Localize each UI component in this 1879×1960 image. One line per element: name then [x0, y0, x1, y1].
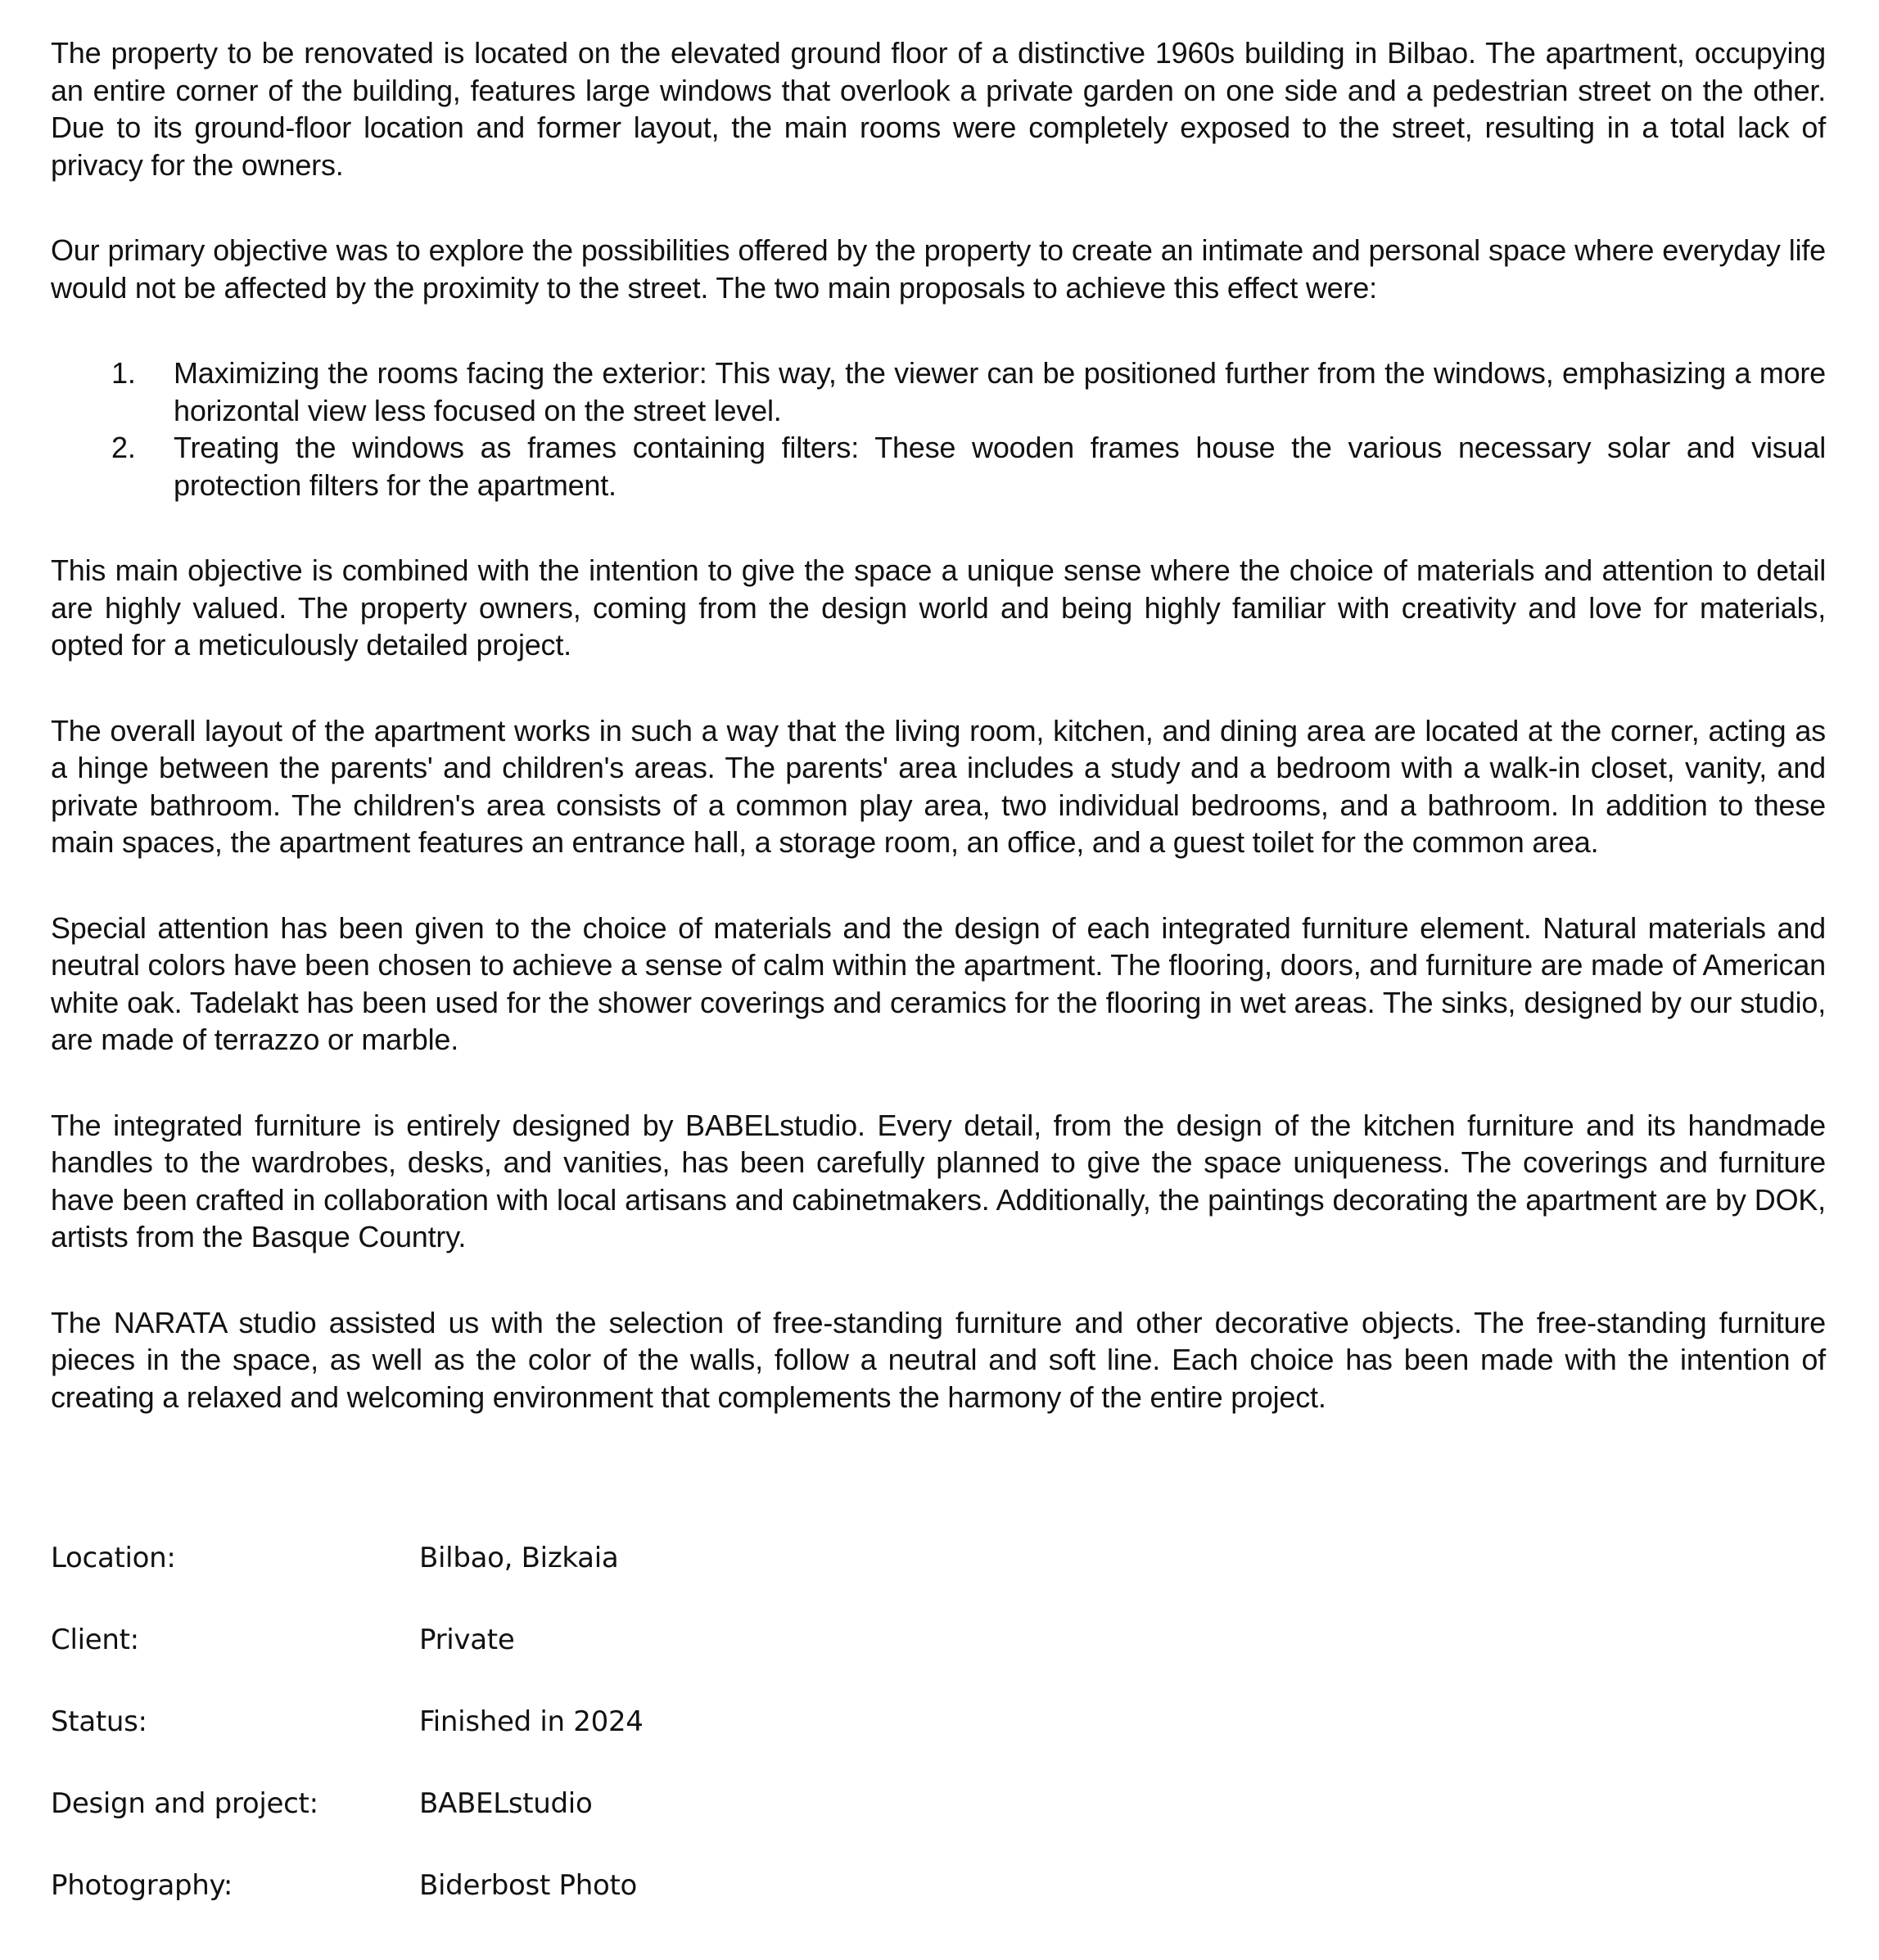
paragraph-layout: The overall layout of the apartment works in such a way that the living room, kitchen, and dining area are located at the corner, acting as a hinge between the parents' and children's areas. The parents' area includes a study and a bedroom with a walk-in closet, vanity, and private bathroom. The children's area consists of a common play area, two individual bedrooms, and a bathroom. In addition to these main spaces, the apartment features an entrance hall, a storage room, an office, and a guest toilet for the common area. [51, 713, 1826, 859]
fact-row-photography [51, 1865, 1033, 1947]
paragraph-location-intro: The property to be renovated is located on the elevated ground floor of a distinctive 1960s building in Bilbao. The apartment, occupying an entire corner of the building, features large windows that overlook a private garden on one side and a pedestrian street on the other. Due to its ground-floor location and former layout, the main rooms were completely exposed to the street, resulting in a total lack of privacy for the owners. [51, 36, 1826, 182]
paragraph-narata: The NARATA studio assisted us with the selection of free-standing furniture and other decorative objects. The free-standing furniture pieces in the space, as well as the color of the walls, follow a neutral and soft line. Each choice has been made with the intention of creating a relaxed and welcoming environment that complements the harmony of the entire project. [51, 1305, 1826, 1414]
fact-row-design [51, 1783, 1033, 1865]
paragraph-materials: Special attention has been given to the choice of materials and the design of each integrated furniture element. Natural materials and neutral colors have been chosen to achieve a sense of calm within the apartment. The flooring, doors, and furniture are made of American white oak. Tadelakt has been used for the shower coverings and ceramics for the flooring in wet areas. The sinks, designed by our studio, are made of terrazzo or marble. [51, 910, 1826, 1056]
proposals-list [51, 355, 1826, 504]
fact-row-status [51, 1701, 1033, 1783]
paragraph-materials-intent: This main objective is combined with the intention to give the space a unique sense where the choice of materials and attention to detail are highly valued. The property owners, coming from the design world and being highly familiar with creativity and love for materials, opted for a meticulously detailed project. [51, 553, 1826, 662]
list-item-text: Treating the windows as frames containing filters: These wooden frames house the various necessary solar and visual protection filters for the apartment. [174, 431, 1826, 502]
fact-value: BABELstudio [419, 1787, 593, 1820]
list-item [51, 355, 1826, 429]
project-facts [51, 1538, 1033, 1947]
list-item [51, 429, 1826, 504]
list-item-text: Maximizing the rooms facing the exterior: This way, the viewer can be positioned further from the windows, emphasizing a more horizontal view less focused on the street level. [174, 356, 1826, 427]
fact-label: Status: [51, 1705, 147, 1738]
list-number: 1. [111, 356, 136, 390]
fact-label: Design and project: [51, 1787, 318, 1820]
fact-label: Photography: [51, 1869, 233, 1902]
fact-value: Bilbao, Bizkaia [419, 1542, 619, 1574]
paragraph-objective: Our primary objective was to explore the possibilities offered by the property to create an intimate and personal space where everyday life would not be affected by the proximity to the street. The two main proposals to achieve this effect were: [51, 233, 1826, 305]
fact-value: Private [419, 1624, 515, 1656]
fact-value: Biderbost Photo [419, 1869, 637, 1902]
project-description [51, 34, 1826, 1416]
fact-label: Location: [51, 1542, 176, 1574]
list-number: 2. [111, 431, 136, 464]
fact-value: Finished in 2024 [419, 1705, 644, 1738]
paragraph-furniture: The integrated furniture is entirely designed by BABELstudio. Every detail, from the design of the kitchen furniture and its handmade handles to the wardrobes, desks, and vanities, has been carefully planned to give the space uniqueness. The coverings and furniture have been crafted in collaboration with local artisans and cabinetmakers. Additionally, the paintings decorating the apartment are by DOK, artists from the Basque Country. [51, 1108, 1826, 1253]
fact-label: Client: [51, 1624, 139, 1656]
fact-row-location [51, 1538, 1033, 1619]
fact-row-client [51, 1619, 1033, 1701]
